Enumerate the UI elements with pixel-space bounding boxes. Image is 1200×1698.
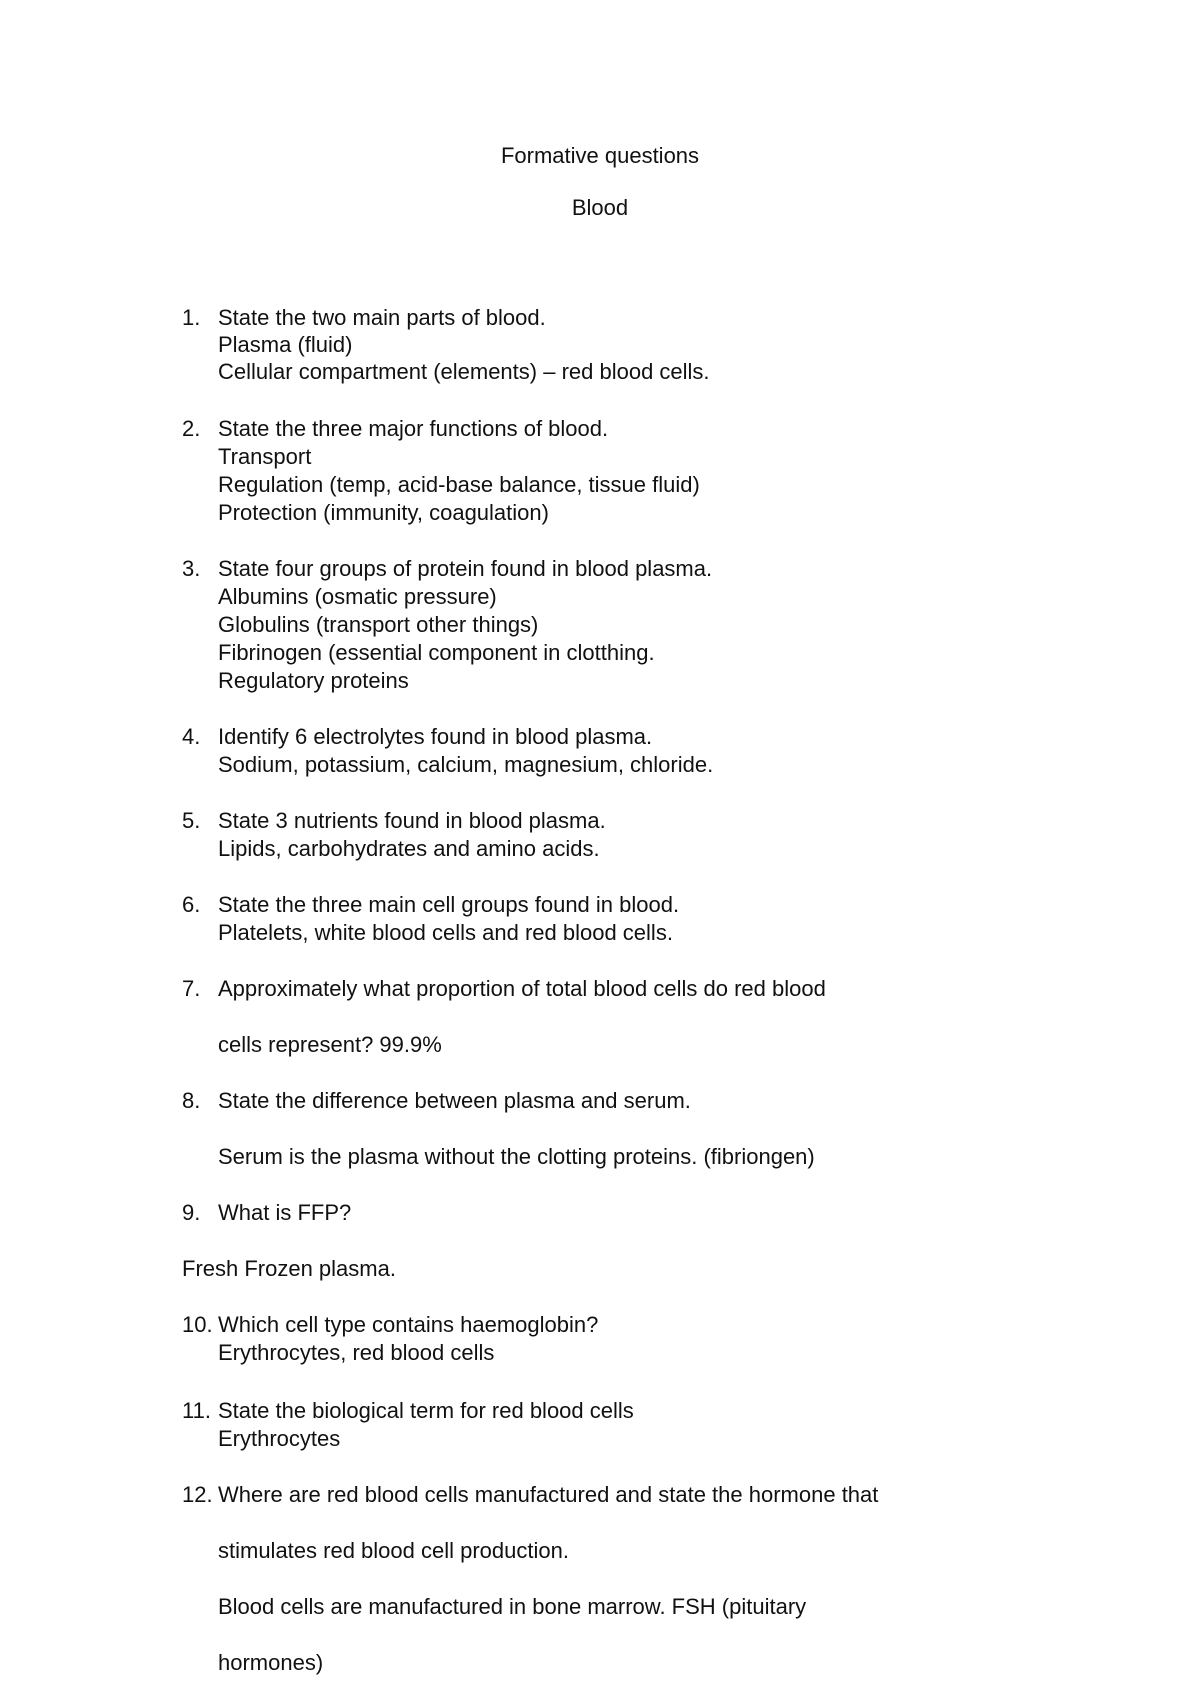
question-number: 6. [182, 892, 201, 917]
question-text: State the biological term for red blood cells [218, 1398, 634, 1423]
question-number: 10. [182, 1312, 213, 1337]
question-number: 4. [182, 724, 201, 749]
answer-line: Transport [218, 444, 312, 469]
question-text: Approximately what proportion of total blood cells do red blood [218, 976, 826, 1001]
question-text: Identify 6 electrolytes found in blood plasma. [218, 724, 653, 749]
answer-line: cells represent? 99.9% [218, 1032, 442, 1057]
question-text: State the three main cell groups found in blood. [218, 892, 680, 917]
answer-line: hormones) [218, 1650, 324, 1675]
question-number: 7. [182, 976, 201, 1001]
question-number: 5. [182, 808, 201, 833]
answer-line: Protection (immunity, coagulation) [218, 500, 549, 525]
answer-line: Erythrocytes [218, 1426, 341, 1451]
answer-line: Regulatory proteins [218, 668, 409, 693]
question-number: 8. [182, 1088, 201, 1113]
answer-line: Albumins (osmatic pressure) [218, 584, 497, 609]
answer-line: Globulins (transport other things) [218, 612, 539, 637]
question-text: What is FFP? [218, 1200, 352, 1225]
question-text: State the three major functions of blood. [218, 416, 609, 441]
answer-line: Plasma (fluid) [218, 332, 353, 357]
document-title: Formative questions [500, 143, 700, 168]
question-text: Where are red blood cells manufactured and state the hormone that [218, 1482, 879, 1507]
answer-line: Fresh Frozen plasma. [182, 1256, 396, 1281]
question-number: 9. [182, 1200, 201, 1225]
answer-line: Sodium, potassium, calcium, magnesium, chloride. [218, 752, 714, 777]
question-text: State 3 nutrients found in blood plasma. [218, 808, 606, 833]
answer-line: Blood cells are manufactured in bone marrow. FSH (pituitary [218, 1594, 807, 1619]
question-number: 3. [182, 556, 201, 581]
question-number: 1. [182, 305, 201, 330]
question-text: State the difference between plasma and serum. [218, 1088, 691, 1113]
question-number: 12. [182, 1482, 213, 1507]
answer-line: stimulates red blood cell production. [218, 1538, 569, 1563]
question-text: Which cell type contains haemoglobin? [218, 1312, 599, 1337]
answer-line: Platelets, white blood cells and red blood cells. [218, 920, 673, 945]
answer-line: Regulation (temp, acid-base balance, tissue fluid) [218, 472, 700, 497]
answer-line: Cellular compartment (elements) – red blood cells. [218, 359, 710, 384]
answer-line: Serum is the plasma without the clotting proteins. (fibriongen) [218, 1144, 815, 1169]
question-text: State the two main parts of blood. [218, 305, 546, 330]
document-subtitle: Blood [571, 195, 629, 220]
question-text: State four groups of protein found in blood plasma. [218, 556, 713, 581]
answer-line: Erythrocytes, red blood cells [218, 1340, 495, 1365]
question-number: 2. [182, 416, 201, 441]
answer-line: Fibrinogen (essential component in clotthing. [218, 640, 655, 665]
question-number: 11. [182, 1398, 211, 1423]
answer-line: Lipids, carbohydrates and amino acids. [218, 836, 600, 861]
